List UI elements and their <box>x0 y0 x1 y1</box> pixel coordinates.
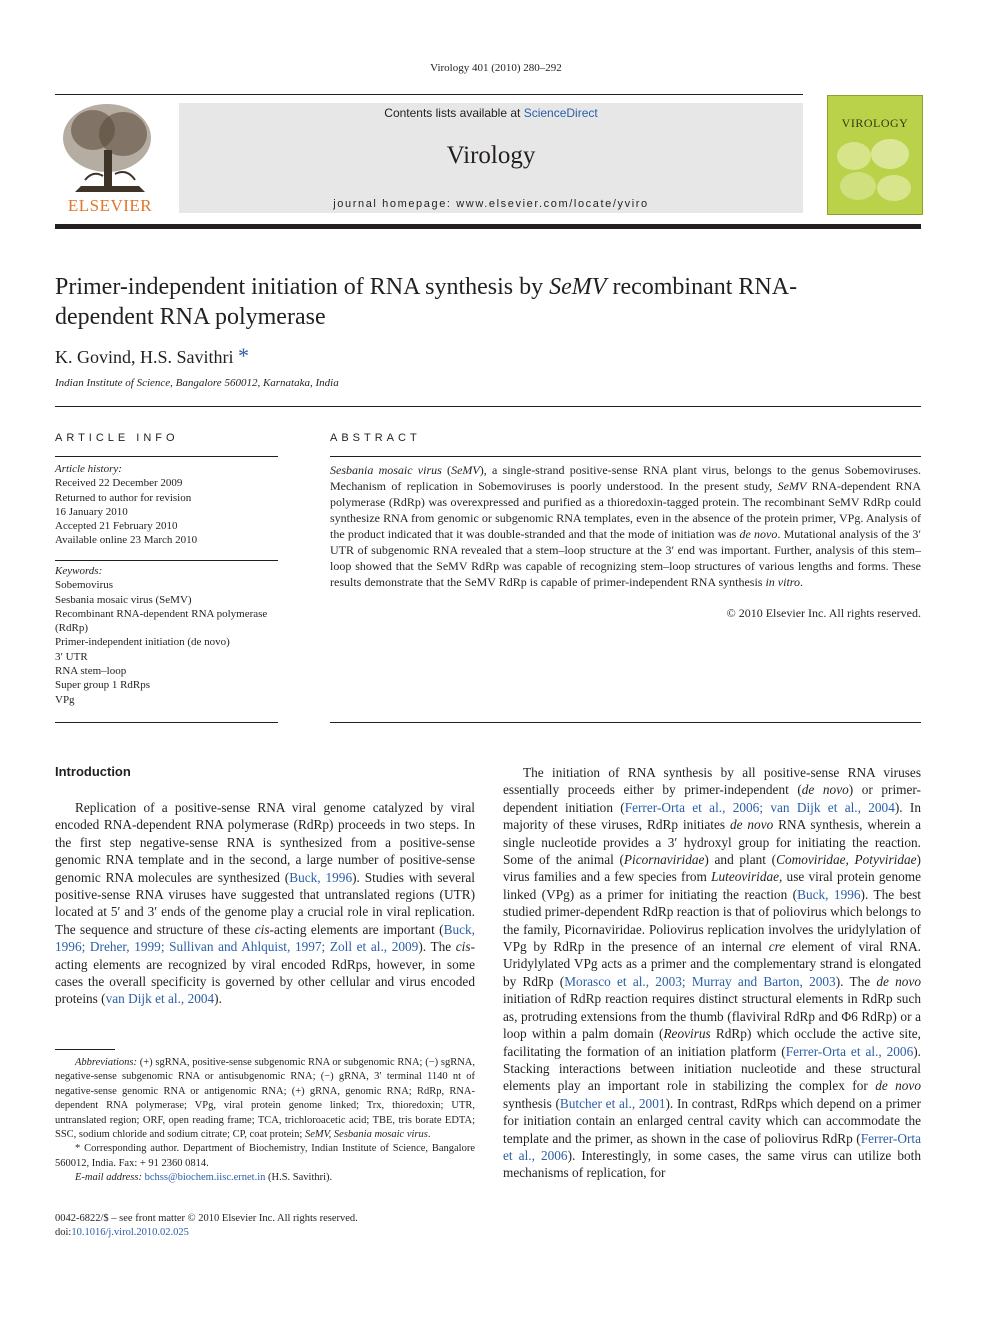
front-matter <box>55 1212 358 1241</box>
text-run: Comoviridae, Potyviridae <box>776 852 917 868</box>
history-item: 16 January 2010 <box>55 505 128 518</box>
text-run: , use viral protein genome linked (VPg) as a primer for initiating the reaction ( <box>503 869 921 902</box>
text-run: RNA synthesis, wherein a single nucleotide provides a 3′ hydroxyl group for initiating the reaction. Some of the animal ( <box>503 817 921 868</box>
history-item: Received 22 December 2009 <box>55 477 183 490</box>
text-run: RdRp) which occlude the active site, facilitating the formation of an initiation platform ( <box>503 1026 922 1059</box>
text-run: Picornaviridae <box>623 852 705 868</box>
keyword-item: RNA stem–loop <box>55 665 127 678</box>
journal-name: Virology <box>446 142 536 169</box>
text-run: de novo <box>875 1078 921 1094</box>
text-run: SeMV, Sesbania mosaic virus <box>304 1129 428 1141</box>
text-run: Reovirus <box>663 1026 711 1042</box>
elsevier-logo[interactable] <box>55 100 165 216</box>
keyword-item: Recombinant RNA-dependent RNA polymerase <box>55 607 268 620</box>
text-run: ). The <box>418 939 456 955</box>
email-link[interactable]: bchss@biochem.iisc.ernet.in <box>144 1172 266 1184</box>
text-run: de novo <box>729 817 774 833</box>
text-run: ) virus families and a few species from <box>503 852 921 885</box>
text-run: -acting elements are recognized by viral encoded RdRps, however, in some cases the overall specificity is governed by other cellular and virus encoded proteins ( <box>55 939 475 1007</box>
author-list: K. Govind, H.S. Savithri * <box>55 343 250 368</box>
text-run: Luteoviridae <box>711 869 780 885</box>
abstract-bottom-rule <box>330 722 921 723</box>
cover-title: VIROLOGY <box>841 116 909 130</box>
citation-link[interactable]: Ferrer-Orta et al., 2006; van Dijk et al., 2004 <box>624 799 895 815</box>
text-run: cis <box>254 921 270 937</box>
cover-leaves-icon <box>828 134 922 214</box>
footnotes <box>55 1056 475 1186</box>
history-item: Available online 23 March 2010 <box>55 534 198 547</box>
citation-link[interactable]: Ferrer-Orta et al., 2006 <box>503 1130 921 1163</box>
abbreviations-footnote <box>55 1056 475 1142</box>
text-run: ). The best studied primer-dependent RdRp reaction is that of poliovirus which belongs to the family, Picornaviridae. Poliovirus replication involves the uridylylation of VPg by RdRp in the presence of an internal <box>503 886 921 955</box>
text-run: synthesis ( <box>503 1095 560 1111</box>
citation-link[interactable]: Buck, 1996; Dreher, 1999; Sullivan and Ahlquist, 1997; Zoll et al., 2009 <box>55 921 475 955</box>
keyword-item: VPg <box>55 693 75 706</box>
text-run: -acting elements are important ( <box>269 921 444 937</box>
text-run: ). Interestingly, in some cases, the same virus can utilize both mechanisms of replication, for <box>503 1147 921 1181</box>
keywords-label: Keywords: <box>55 565 103 577</box>
keywords-rule <box>55 560 278 561</box>
contents-prefix: Contents lists available at <box>384 106 524 120</box>
abstract-heading: ABSTRACT <box>330 432 421 444</box>
keyword-item: Primer-independent initiation (de novo) <box>55 636 230 649</box>
text-run: Abbreviations: <box>75 1057 138 1068</box>
contents-line <box>179 106 803 120</box>
introduction-heading: Introduction <box>55 764 131 779</box>
email-footnote: E-mail address: bchss@biochem.iisc.ernet.in (H.S. Savithri). <box>75 1172 333 1184</box>
text-run: de novo <box>876 973 921 989</box>
text-run: The initiation of RNA synthesis by all positive-sense RNA viruses essentially proceeds either by primer-independent ( <box>503 765 921 798</box>
abstract-rule <box>330 456 921 457</box>
info-bottom-rule <box>55 722 278 723</box>
intro-left-column <box>55 799 475 1008</box>
article-history <box>55 462 280 548</box>
sciencedirect-link[interactable]: ScienceDirect <box>523 106 598 120</box>
text-run: ) or primer-dependent initiation ( <box>503 782 921 815</box>
title-divider <box>55 406 921 407</box>
citation-link[interactable]: Butcher et al., 2001 <box>559 1095 666 1111</box>
intro-paragraph <box>503 764 921 1182</box>
text-run: Replication of a positive-sense RNA viral genome catalyzed by viral encoded RNA-dependent RNA polymerase (RdRp) proceeds in two steps. In the first step negative-sense RNA is synthesized from a positive-sense genomic RNA template and in the second, a large number of positive-sense genomic RNA molecules are synthesized ( <box>55 800 475 885</box>
intro-right-column <box>503 764 921 1182</box>
corresponding-footnote: * Corresponding author. Department of Biochemistry, Indian Institute of Science, Bangalore 560012, India. Fax: + 91 2360 0814. <box>55 1143 475 1169</box>
journal-cover[interactable] <box>827 95 923 215</box>
abstract-text: Sesbania mosaic virus (SeMV), a single-strand positive-sense RNA plant virus, belongs to the genus Sobemoviruses. Mechanism of replication in Sobemoviruses is poorly understood. In the present study, SeMV RNA-dependent RNA polymerase (RdRp) was overexpressed and purified as a thioredoxin-tagged protein. The recombinant SeMV RdRp could synthesize RNA from genomic or subgenomic RNA templates, even in the absence of the protein primer, VPg. Analysis of the product indicated that it was double-stranded and that the mode of initiation was de novo. Mutational analysis of the 3′ UTR of subgenomic RNA revealed that a stem–loop structure at the 3′ end was important. Further, analysis of this stem–loop showed that the SeMV RdRp was capable of recognizing stem–loop structures of various lengths and forms. These results demonstrate that the SeMV RdRp is capable of primer-independent RNA synthesis in vitro. <box>330 463 922 589</box>
text-run: . <box>427 1129 431 1141</box>
intro-paragraph <box>55 799 475 1008</box>
text-run: (+) sgRNA, positive-sense subgenomic RNA or subgenomic RNA; (−) sgRNA, negative-sense subgenomic RNA or antisubgenomic RNA; (−) gRNA, 3′ terminal 1140 nt of negative-sense genomic RNA or antigenomic RNA; (+) gRNA, genomic RNA; RdRp, RNA-dependent RNA polymerase; VPg, viral protein genome linked; Trx, thioredoxin; UTR, untranslated region; ORF, open reading frame; TCA, trichloroacetic acid; TBE, tris borate EDTA; SSC, sodium chloride and sodium citrate; CP, coat protein; <box>55 1057 475 1141</box>
doi-line: doi:10.1016/j.virol.2010.02.025 <box>55 1227 189 1239</box>
citation-link[interactable]: Buck, 1996 <box>289 869 353 885</box>
journal-homepage[interactable]: journal homepage: www.elsevier.com/locate/yviro <box>333 198 649 210</box>
journal-citation: Virology 401 (2010) 280–292 <box>430 62 562 74</box>
text-run: initiation of RdRp reaction requires distinct structural elements in RdRp such as, protruding extensions from the thumb (flaviviral RdRp and Φ6 RdRp) or a loop within a palm domain ( <box>503 991 921 1042</box>
keyword-item: Super group 1 RdRps <box>55 679 151 692</box>
citation-link[interactable]: Buck, 1996 <box>797 886 861 902</box>
citation-link[interactable]: Ferrer-Orta et al., 2006 <box>785 1043 914 1059</box>
keyword-item: 3′ UTR <box>55 650 88 663</box>
doi-link[interactable]: 10.1016/j.virol.2010.02.025 <box>71 1227 189 1239</box>
keyword-item: (RdRp) <box>55 622 88 635</box>
text-run: cis <box>455 939 471 955</box>
text-run: de novo <box>801 782 849 798</box>
keyword-list <box>55 578 280 707</box>
history-item: Returned to author for revision <box>55 491 192 504</box>
history-item: Accepted 21 February 2010 <box>55 520 178 533</box>
header-thick-rule <box>55 224 921 229</box>
text-run: ). In contrast, RdRps which depend on a primer for initiation contain an enlarged central cavity which can accommodate the template and the primer, as shown in the case of poliovirus RdRp ( <box>503 1095 922 1146</box>
footnote-rule <box>55 1049 115 1050</box>
history-list <box>55 476 280 547</box>
text-run: ). <box>214 991 222 1007</box>
article-info-rule <box>55 456 278 457</box>
keyword-item: Sobemovirus <box>55 579 114 592</box>
keywords <box>55 564 280 707</box>
keyword-item: Sesbania mosaic virus (SeMV) <box>55 593 192 606</box>
publisher-logo-text: ELSEVIER <box>67 196 153 215</box>
citation-link[interactable]: van Dijk et al., 2004 <box>105 991 215 1007</box>
text-run: ). Stacking interactions between initiation nucleotide and these structural elements play an important role in stabilizing the complex for <box>503 1043 921 1094</box>
text-run: ) and plant ( <box>704 852 777 868</box>
article-title: Primer-independent initiation of RNA synthesis by SeMV recombinant RNA-dependent RNA polymerase <box>55 274 798 330</box>
text-run: element of viral RNA. Uridylylated VPg acts as a primer and the complementary strand is elongated by RdRp ( <box>503 939 921 989</box>
text-run: cre <box>768 939 786 955</box>
journal-banner <box>179 103 803 213</box>
corresponding-author-mark[interactable]: * <box>238 343 250 368</box>
text-run: ). Studies with several positive-sense RNA viruses have suggested that untranslated regions (UTR) located at 5′ and 3′ ends of the genome play a crucial role in viral replication. The sequence and structure of these <box>55 869 475 937</box>
text-run: ). The <box>835 973 877 989</box>
issn-line: 0042-6822/$ – see front matter © 2010 Elsevier Inc. All rights reserved. <box>55 1213 358 1224</box>
affiliation: Indian Institute of Science, Bangalore 560012, Karnataka, India <box>55 377 339 389</box>
article-info-heading: ARTICLE INFO <box>55 432 179 444</box>
abstract-copyright: © 2010 Elsevier Inc. All rights reserved. <box>726 606 921 620</box>
citation-link[interactable]: Morasco et al., 2003; Murray and Barton, 2003 <box>564 973 836 989</box>
history-label: Article history: <box>55 463 122 475</box>
text-run: ). In majority of these viruses, RdRp initiates <box>503 799 921 833</box>
header-rule <box>55 94 803 95</box>
